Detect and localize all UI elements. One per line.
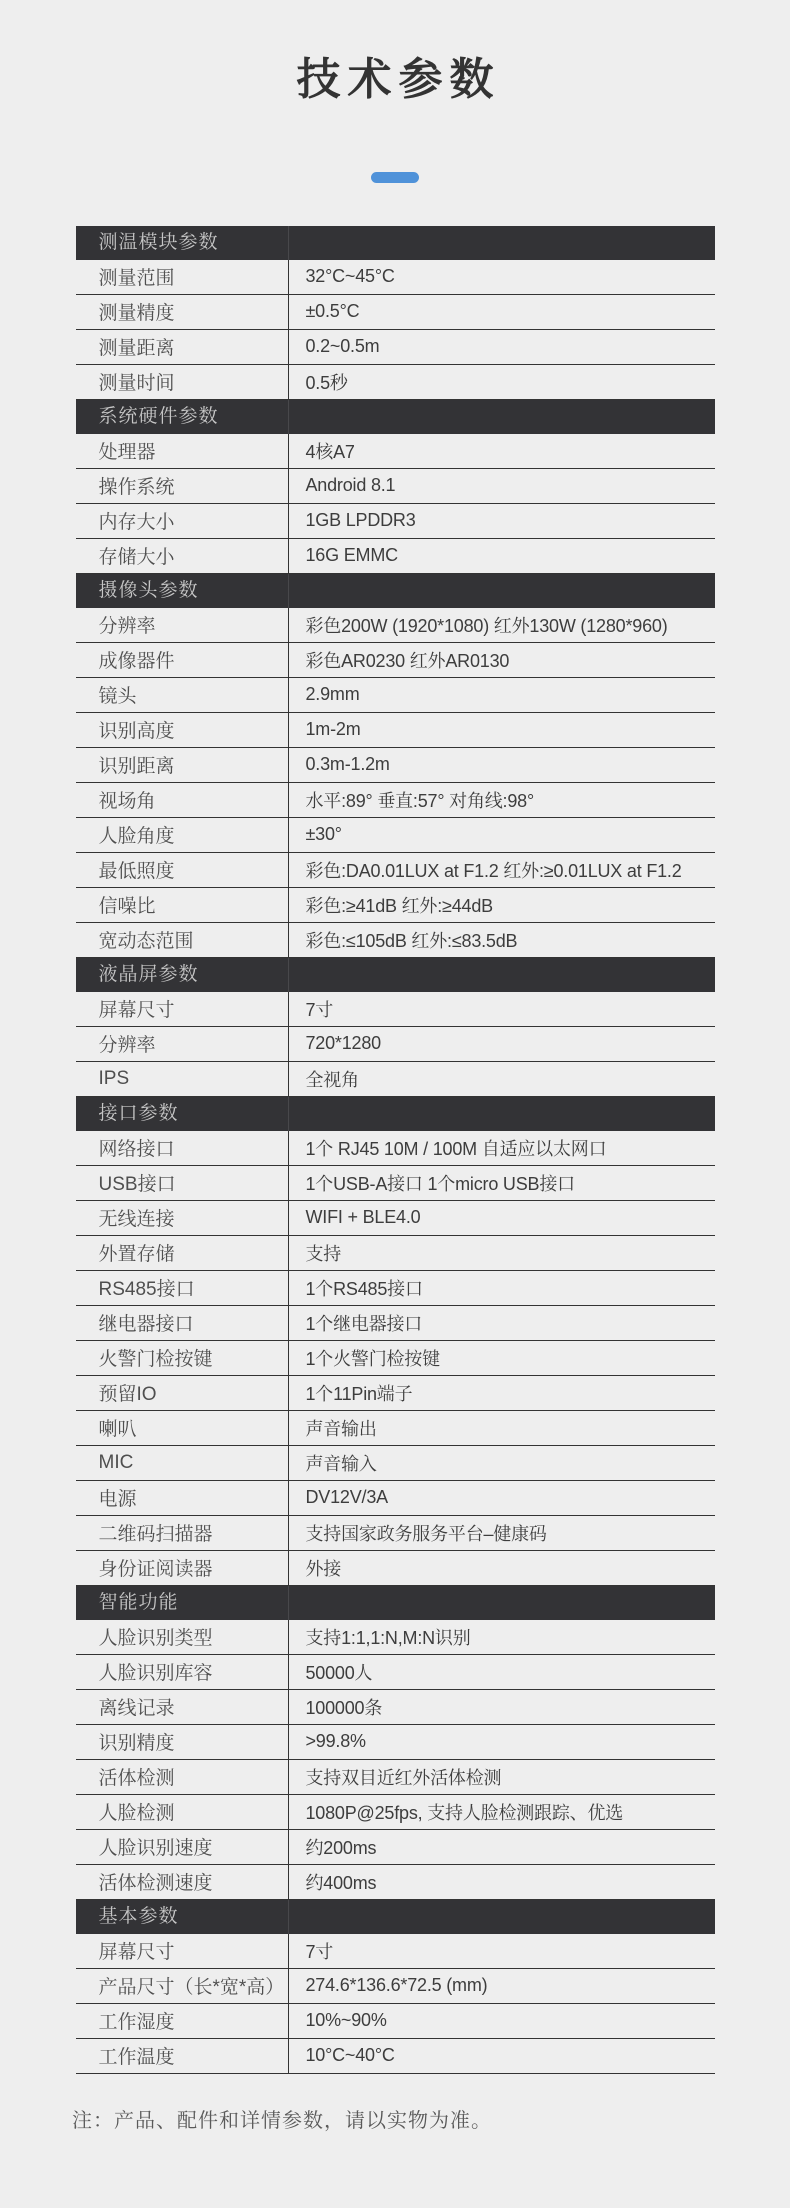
- spec-row: [76, 992, 715, 1027]
- spec-row: [76, 1516, 715, 1551]
- spec-row: [76, 1551, 715, 1586]
- spec-row: [76, 1166, 715, 1201]
- spec-row: [76, 1341, 715, 1376]
- spec-row-value: 支持国家政务服务平台–健康码: [288, 1516, 715, 1550]
- spec-row: [76, 1934, 715, 1969]
- spec-row-label: 信噪比: [98, 896, 156, 918]
- spec-row: [76, 2039, 715, 2074]
- spec-row-value: 32°C~45°C: [288, 260, 715, 294]
- spec-row-value: 1个继电器接口: [288, 1306, 715, 1340]
- spec-row: [76, 539, 715, 574]
- spec-row: [76, 1795, 715, 1830]
- spec-row-value: DV12V/3A: [288, 1481, 715, 1515]
- spec-row-label: 识别精度: [98, 1733, 175, 1755]
- spec-row: [76, 1655, 715, 1690]
- spec-row: [76, 504, 715, 539]
- spec-row-label: 测量精度: [98, 303, 175, 325]
- spec-row-value: 2.9mm: [288, 678, 715, 712]
- spec-row: [76, 295, 715, 330]
- spec-row: [76, 1620, 715, 1655]
- spec-row-label: 识别距离: [98, 756, 175, 778]
- spec-row: [76, 330, 715, 365]
- spec-row-value: 1m-2m: [288, 713, 715, 747]
- spec-row-label: 测量范围: [98, 268, 175, 290]
- spec-row-label: 内存大小: [98, 512, 175, 534]
- spec-row: [76, 853, 715, 888]
- spec-row-label: RS485接口: [98, 1279, 195, 1301]
- spec-row-label: 离线记录: [98, 1698, 175, 1720]
- footer-note: 注：产品、配件和详情参数，请以实物为准。: [72, 2109, 492, 2132]
- spec-row-label: 产品尺寸（长*宽*高）: [98, 1977, 285, 1999]
- spec-row-label: MIC: [98, 1451, 134, 1473]
- spec-row-label: 火警门检按键: [98, 1349, 213, 1371]
- spec-row-label: USB接口: [98, 1174, 176, 1196]
- spec-row-label: 活体检测: [98, 1768, 175, 1790]
- spec-row-label: 二维码扫描器: [98, 1524, 213, 1546]
- spec-row: [76, 469, 715, 504]
- spec-row-label: 继电器接口: [98, 1314, 194, 1336]
- spec-row-label: 人脸检测: [98, 1803, 175, 1825]
- spec-row: [76, 1725, 715, 1760]
- spec-row-label: IPS: [98, 1067, 130, 1089]
- spec-row-value: ±30°: [288, 818, 715, 852]
- spec-row: [76, 1027, 715, 1062]
- spec-row-value: 约200ms: [288, 1830, 715, 1864]
- spec-row-value: 50000人: [288, 1655, 715, 1689]
- spec-row-value: 声音输出: [288, 1411, 715, 1445]
- spec-row-label: 身份证阅读器: [98, 1559, 213, 1581]
- title-accent-bar: [371, 172, 419, 183]
- spec-row: [76, 608, 715, 643]
- section-header: 系统硬件参数: [76, 400, 715, 434]
- spec-row-value: 支持: [288, 1236, 715, 1270]
- spec-row: [76, 2004, 715, 2039]
- spec-row-value: 10°C~40°C: [288, 2039, 715, 2073]
- spec-row-label: 人脸识别速度: [98, 1838, 213, 1860]
- spec-table: [76, 226, 715, 2074]
- spec-row-value: 7寸: [288, 992, 715, 1026]
- spec-row-value: 水平:89° 垂直:57° 对角线:98°: [288, 783, 715, 817]
- spec-row-label: 工作温度: [98, 2047, 175, 2069]
- spec-row-value: 0.5秒: [288, 365, 715, 399]
- spec-row-value: 彩色AR0230 红外AR0130: [288, 643, 715, 677]
- spec-row-label: 测量距离: [98, 338, 175, 360]
- spec-row-label: 屏幕尺寸: [98, 1000, 175, 1022]
- spec-row-value: 彩色:DA0.01LUX at F1.2 红外:≥0.01LUX at F1.2: [288, 853, 715, 887]
- spec-row-value: 约400ms: [288, 1865, 715, 1899]
- spec-row-label: 人脸识别类型: [98, 1628, 213, 1650]
- spec-row-value: 720*1280: [288, 1027, 715, 1061]
- spec-row: [76, 923, 715, 958]
- spec-row-label: 存储大小: [98, 547, 175, 569]
- spec-row: [76, 1446, 715, 1481]
- spec-row: [76, 1690, 715, 1725]
- spec-row-label: 活体检测速度: [98, 1873, 213, 1895]
- spec-row-value: 彩色:≥41dB 红外:≥44dB: [288, 888, 715, 922]
- spec-row-value: 外接: [288, 1551, 715, 1585]
- spec-row-value: 0.2~0.5m: [288, 330, 715, 364]
- spec-row: [76, 1481, 715, 1516]
- spec-row-label: 工作湿度: [98, 2012, 175, 2034]
- spec-row-label: 最低照度: [98, 861, 175, 883]
- spec-row-value: 彩色:≤105dB 红外:≤83.5dB: [288, 923, 715, 957]
- spec-row-label: 镜头: [98, 686, 137, 708]
- spec-row-label: 预留IO: [98, 1384, 157, 1406]
- spec-row: [76, 1236, 715, 1271]
- spec-row: [76, 888, 715, 923]
- spec-row: [76, 1969, 715, 2004]
- spec-row-value: 彩色200W (1920*1080) 红外130W (1280*960): [288, 608, 715, 642]
- spec-row: [76, 1306, 715, 1341]
- spec-row-value: 4核A7: [288, 434, 715, 468]
- spec-row: [76, 1062, 715, 1097]
- spec-row: [76, 1411, 715, 1446]
- section-header: 接口参数: [76, 1097, 715, 1131]
- page-title: 技术参数: [296, 55, 501, 104]
- spec-row: [76, 1271, 715, 1306]
- spec-row-label: 识别高度: [98, 721, 175, 743]
- spec-row-value: ±0.5°C: [288, 295, 715, 329]
- spec-row-label: 宽动态范围: [98, 931, 194, 953]
- spec-row-value: 10%~90%: [288, 2004, 715, 2038]
- section-header: 测温模块参数: [76, 226, 715, 260]
- spec-row-value: 274.6*136.6*72.5 (mm): [288, 1969, 715, 2003]
- spec-row: [76, 783, 715, 818]
- spec-row-value: 支持双目近红外活体检测: [288, 1760, 715, 1794]
- spec-row: [76, 678, 715, 713]
- section-header: 摄像头参数: [76, 574, 715, 608]
- spec-row: [76, 1131, 715, 1166]
- spec-row-value: 7寸: [288, 1934, 715, 1968]
- spec-row-value: Android 8.1: [288, 469, 715, 503]
- section-header: 基本参数: [76, 1900, 715, 1934]
- spec-row: [76, 1201, 715, 1236]
- spec-row: [76, 748, 715, 783]
- spec-row-value: 100000条: [288, 1690, 715, 1724]
- spec-row-value: WIFI + BLE4.0: [288, 1201, 715, 1235]
- spec-row-value: 全视角: [288, 1062, 715, 1096]
- section-header: 智能功能: [76, 1586, 715, 1620]
- spec-row-label: 成像器件: [98, 651, 175, 673]
- spec-row-label: 操作系统: [98, 477, 175, 499]
- spec-row: [76, 1376, 715, 1411]
- spec-row: [76, 365, 715, 400]
- spec-row-label: 视场角: [98, 791, 156, 813]
- spec-row-value: 1个火警门检按键: [288, 1341, 715, 1375]
- spec-row: [76, 1830, 715, 1865]
- spec-row-value: 1GB LPDDR3: [288, 504, 715, 538]
- spec-row-value: 1个11Pin端子: [288, 1376, 715, 1410]
- spec-row-label: 分辨率: [98, 616, 156, 638]
- spec-row-value: 声音输入: [288, 1446, 715, 1480]
- spec-row-label: 屏幕尺寸: [98, 1942, 175, 1964]
- spec-row: [76, 818, 715, 853]
- spec-row-value: 1个RS485接口: [288, 1271, 715, 1305]
- spec-row-label: 处理器: [98, 442, 156, 464]
- spec-row-label: 喇叭: [98, 1419, 137, 1441]
- spec-row: [76, 713, 715, 748]
- spec-row-value: 0.3m-1.2m: [288, 748, 715, 782]
- spec-row: [76, 1760, 715, 1795]
- spec-row-value: >99.8%: [288, 1725, 715, 1759]
- spec-row-label: 网络接口: [98, 1139, 175, 1161]
- spec-row-value: 1个 RJ45 10M / 100M 自适应以太网口: [288, 1131, 715, 1165]
- spec-row-label: 无线连接: [98, 1209, 175, 1231]
- spec-row-label: 外置存储: [98, 1244, 175, 1266]
- spec-row-value: 1080P@25fps, 支持人脸检测跟踪、优选: [288, 1795, 715, 1829]
- section-header: 液晶屏参数: [76, 958, 715, 992]
- spec-row: [76, 1865, 715, 1900]
- spec-row-value: 支持1:1,1:N,M:N识别: [288, 1620, 715, 1654]
- spec-row-label: 人脸角度: [98, 826, 175, 848]
- spec-row-label: 电源: [98, 1489, 137, 1511]
- spec-row: [76, 260, 715, 295]
- spec-row-label: 分辨率: [98, 1035, 156, 1057]
- spec-row-value: 16G EMMC: [288, 539, 715, 573]
- spec-row-label: 测量时间: [98, 373, 175, 395]
- spec-row-label: 人脸识别库容: [98, 1663, 213, 1685]
- spec-row-value: 1个USB-A接口 1个micro USB接口: [288, 1166, 715, 1200]
- spec-row: [76, 434, 715, 469]
- spec-row: [76, 643, 715, 678]
